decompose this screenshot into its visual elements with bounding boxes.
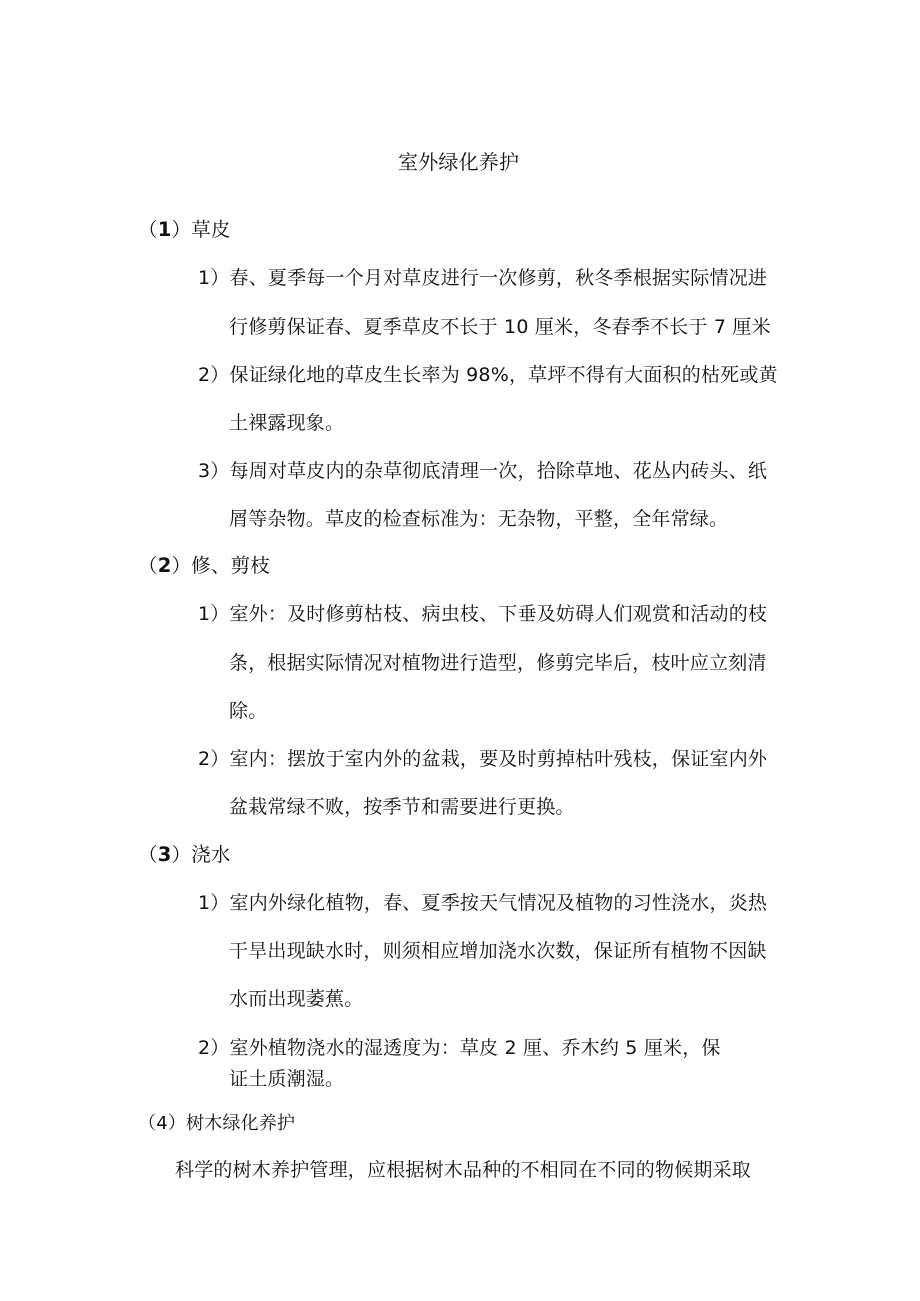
section-number: 2 xyxy=(157,554,172,577)
list-item-line: 干旱出现缺水时，则须相应增加浇水次数，保证所有植物不因缺 xyxy=(229,940,767,962)
section-heading-2 xyxy=(138,554,270,578)
section-heading-1 xyxy=(138,218,231,242)
section-heading-text: ）草皮 xyxy=(171,218,231,241)
list-item-line: 1）春、夏季每一个月对草皮进行一次修剪，秋冬季根据实际情况进 xyxy=(198,267,768,289)
list-item-line: 证土质潮湿。 xyxy=(229,1068,345,1090)
list-item-line: 2）室外植物浇水的湿透度为：草皮 2 厘、乔木约 5 厘米，保 xyxy=(198,1037,721,1059)
section-number: 1 xyxy=(157,218,172,241)
body-paragraph: 科学的树木养护管理，应根据树木品种的不相同在不同的物候期采取 xyxy=(175,1159,752,1181)
section-heading-text: ）修、剪枝 xyxy=(171,554,270,577)
list-item-line: 2）保证绿化地的草皮生长率为 98%，草坪不得有大面积的枯死或黄 xyxy=(198,364,778,386)
section-heading-3 xyxy=(138,843,231,867)
list-item-line: 2）室内：摆放于室内外的盆栽，要及时剪掉枯叶残枝，保证室内外 xyxy=(198,748,768,770)
list-item-line: 盆栽常绿不败，按季节和需要进行更换。 xyxy=(229,796,575,818)
section-heading-text: ）浇水 xyxy=(171,843,231,866)
list-item-line: 条，根据实际情况对植物进行造型，修剪完毕后，枝叶应立刻清 xyxy=(229,652,767,674)
list-item-line: 1）室外：及时修剪枯枝、病虫枝、下垂及妨碍人们观赏和活动的枝 xyxy=(198,603,768,625)
section-heading-open: （ xyxy=(138,554,158,577)
section-heading-open: （ xyxy=(138,218,158,241)
list-item-line: 行修剪保证春、夏季草皮不长于 10 厘米，冬春季不长于 7 厘米 xyxy=(229,316,771,338)
section-heading-open: （ xyxy=(138,843,158,866)
list-item-line: 除。 xyxy=(229,700,268,722)
list-item-line: 水而出现萎蕉。 xyxy=(229,988,364,1010)
page-title: 室外绿化养护 xyxy=(398,150,520,174)
section-number: 3 xyxy=(157,843,172,866)
section-heading-4: （4）树木绿化养护 xyxy=(138,1113,296,1134)
list-item-line: 1）室内外绿化植物，春、夏季按天气情况及植物的习性浇水，炎热 xyxy=(198,892,768,914)
list-item-line: 屑等杂物。草皮的检查标准为：无杂物，平整，全年常绿。 xyxy=(229,508,729,530)
list-item-line: 土裸露现象。 xyxy=(229,412,345,434)
list-item-line: 3）每周对草皮内的杂草彻底清理一次，拾除草地、花丛内砖头、纸 xyxy=(198,460,768,482)
